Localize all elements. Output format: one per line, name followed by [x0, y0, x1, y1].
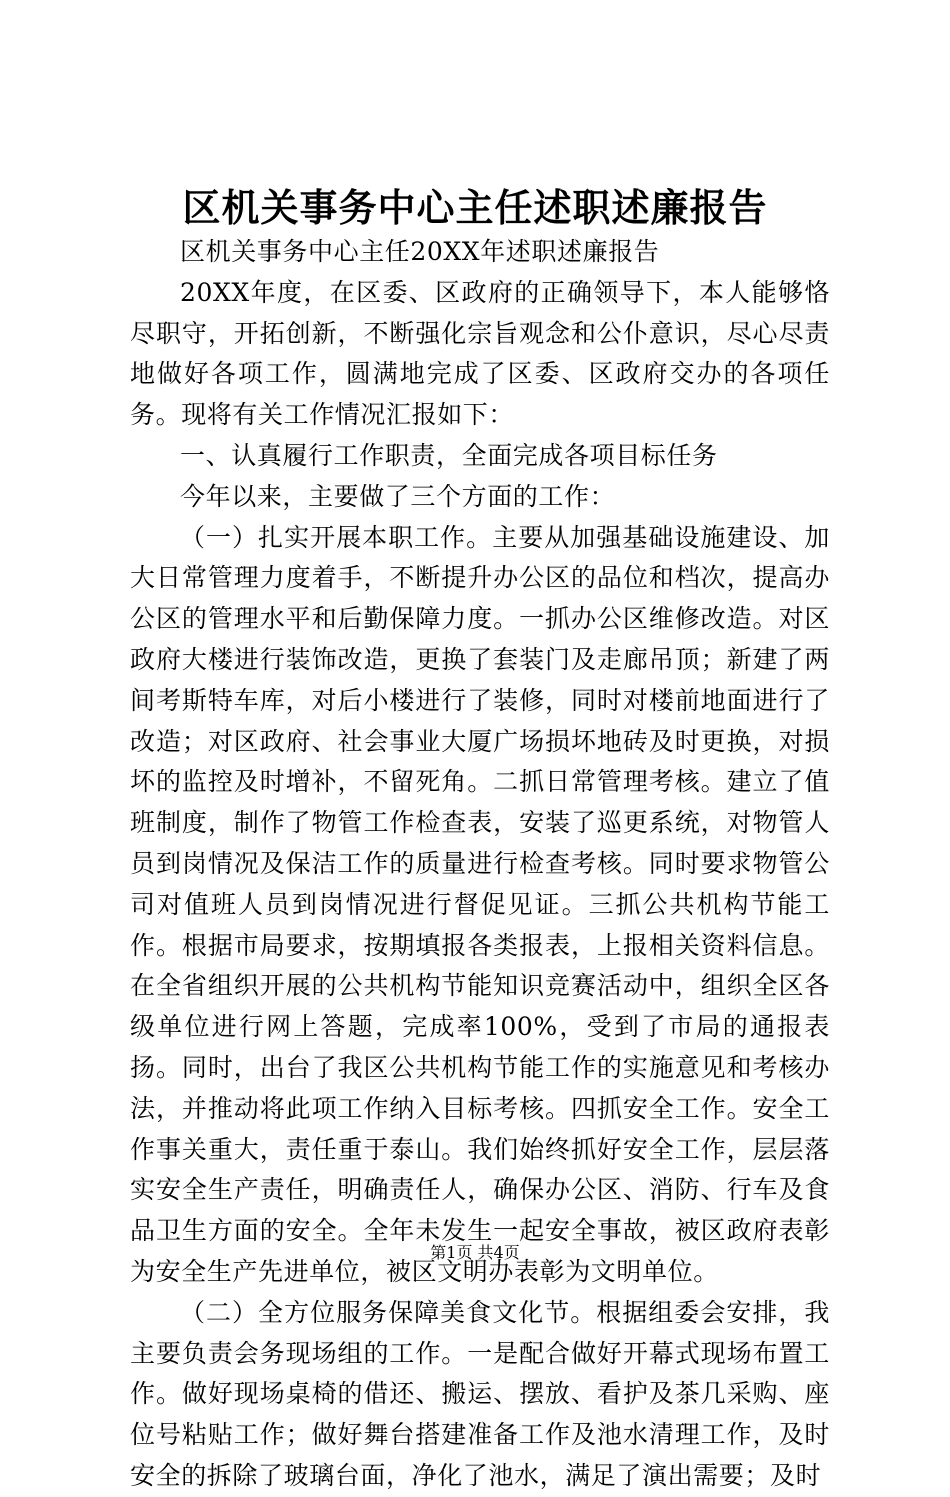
paragraph-subtitle: 区机关事务中心主任20XX年述职述廉报告	[180, 237, 660, 266]
document-body	[130, 232, 830, 1497]
paragraph-intro: 20XX年度，在区委、区政府的正确领导下，本人能够恪尽职守，开拓创新，不断强化宗旨观念和公仆意识，尽心尽责地做好各项工作，圆满地完成了区委、区政府交办的各项任务。现将有关工作情况汇报如下：	[130, 277, 830, 430]
section-heading: 一、认真履行工作职责，全面完成各项目标任务	[180, 440, 718, 470]
paragraph-part-one: （一）扎实开展本职工作。主要从加强基础设施建设、加大日常管理力度着手，不断提升办公区的品位和档次，提高办公区的管理水平和后勤保障力度。一抓办公区维修改造。对区政府大楼进行装饰改造，更换了套装门及走廊吊顶；新建了两间考斯特车库，对后小楼进行了装修，同时对楼前地面进行了改造；对区政府、社会事业大厦广场损坏地砖及时更换，对损坏的监控及时增补，不留死角。二抓日常管理考核。建立了值班制度，制作了物管工作检查表，安装了巡更系统，对物管人员到岗情况及保洁工作的质量进行检查考核。同时要求物管公司对值班人员到岗情况进行督促见证。三抓公共机构节能工作。根据市局要求，按期填报各类报表，上报相关资料信息。在全省组织开展的公共机构节能知识竞赛活动中，组织全区各级单位进行网上答题，完成率100%，受到了市局的通报表扬。同时，出台了我区公共机构节能工作的实施意见和考核办法，并推动将此项工作纳入目标考核。四抓安全工作。安全工作事关重大，责任重于泰山。我们始终抓好安全工作，层层落实安全生产责任，明确责任人，确保办公区、消防、行车及食品卫生方面的安全。全年未发生一起安全事故，被区政府表彰为安全生产先进单位，被区文明办表彰为文明单位。	[130, 522, 830, 1286]
paragraph-summary: 今年以来，主要做了三个方面的工作：	[180, 481, 616, 511]
document-title: 区机关事务中心主任述职述廉报告	[182, 185, 768, 230]
paragraph-part-two: （二）全方位服务保障美食文化节。根据组委会安排，我主要负责会务现场组的工作。一是配合做好开幕式现场布置工作。做好现场桌椅的借还、搬运、摆放、看护及茶几采购、座位号粘贴工作；做好舞台搭建准备工作及池水清理工作，及时安全的拆除了玻璃台面，净化了池水，满足了演出需要；及时	[130, 1297, 830, 1490]
page-number-footer: 第1页 共4页	[430, 1243, 520, 1262]
